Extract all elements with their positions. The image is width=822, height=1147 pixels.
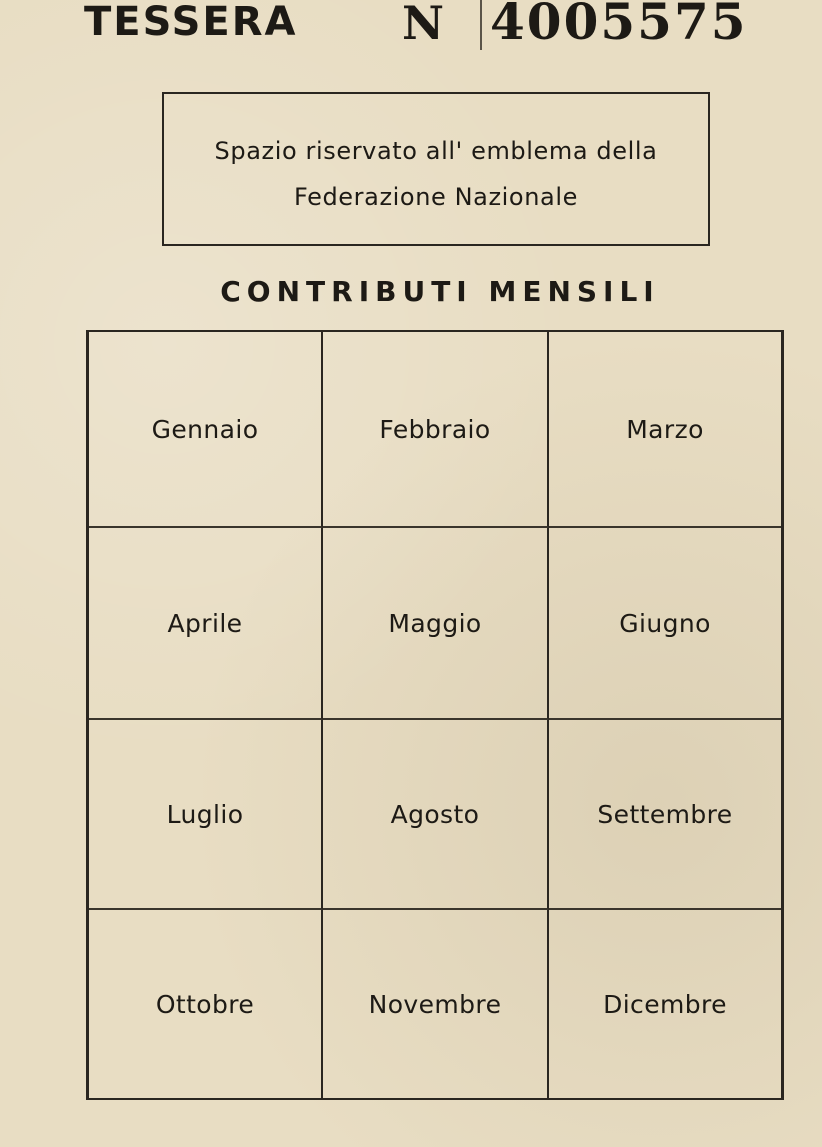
month-cell-september: Settembre xyxy=(549,720,781,910)
number-separator xyxy=(480,0,482,50)
number-prefix: N xyxy=(402,0,445,50)
emblem-caption-line-1: Spazio riservato all' emblema della xyxy=(214,137,658,165)
monthly-contributions-grid xyxy=(86,330,784,1100)
month-cell-april: Aprile xyxy=(89,528,323,720)
month-cell-may: Maggio xyxy=(323,528,549,720)
emblem-caption-line-2: Federazione Nazionale xyxy=(294,183,578,211)
month-cell-august: Agosto xyxy=(323,720,549,910)
month-cell-december: Dicembre xyxy=(603,989,727,1019)
month-cell-june: Giugno xyxy=(549,528,781,720)
card-label: TESSERA xyxy=(84,0,298,45)
card-number: 4005575 xyxy=(490,0,748,51)
month-cell-october: Ottobre xyxy=(89,910,323,1098)
month-cell-july: Luglio xyxy=(89,720,323,910)
month-cell-march: Marzo xyxy=(549,332,781,528)
emblem-space xyxy=(162,92,710,246)
month-cell-january: Gennaio xyxy=(89,332,323,528)
month-cell-february: Febbraio xyxy=(323,332,549,528)
month-cell-november: Novembre xyxy=(323,910,549,1098)
section-title: CONTRIBUTI MENSILI xyxy=(220,275,660,308)
card-header xyxy=(84,0,764,56)
emblem-caption xyxy=(164,128,708,220)
